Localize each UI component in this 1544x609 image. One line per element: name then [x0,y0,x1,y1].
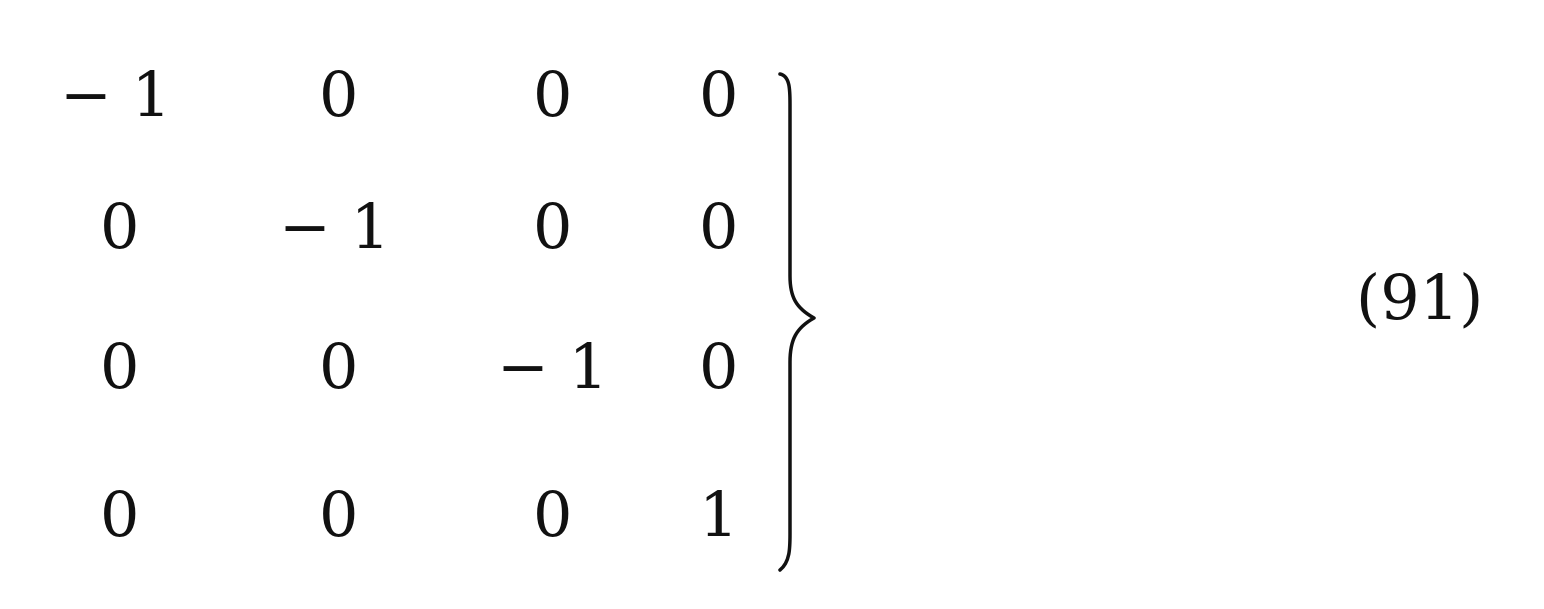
matrix-cell-r1-c2: 0 [319,58,359,131]
matrix-cell-r4-c3: 0 [533,478,573,551]
equation-number: (91) [1356,261,1484,334]
matrix-cell-r3-c2: 0 [319,330,359,403]
matrix-cell-r1-c3: 0 [533,58,573,131]
matrix-cell-r2-c4: 0 [699,190,739,263]
matrix-cell-r1-c4: 0 [699,58,739,131]
matrix-cell-r3-c1: 0 [100,330,140,403]
matrix-cell-r3-c3: − 1 [497,330,609,403]
right-brace-icon [772,72,836,572]
matrix-cell-r4-c1: 0 [100,478,140,551]
matrix-cell-r1-c1: − 1 [60,58,172,131]
matrix-cell-r4-c2: 0 [319,478,359,551]
matrix-cell-r3-c4: 0 [699,330,739,403]
matrix-cell-r2-c3: 0 [533,190,573,263]
matrix-cell-r2-c2: − 1 [279,190,391,263]
matrix-cell-r2-c1: 0 [100,190,140,263]
matrix-cell-r4-c4: 1 [699,478,739,551]
